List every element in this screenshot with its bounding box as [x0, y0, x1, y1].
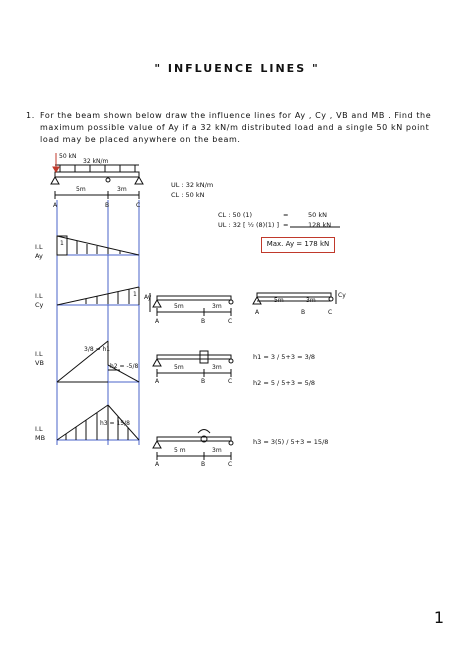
fbd-cy-b: B [301, 309, 306, 316]
fbd-cy-c: C [328, 309, 333, 316]
cl-label: CL : 50 kN [171, 191, 205, 199]
ratio-h3: h3 = 3(5) / 5+3 = 15/8 [253, 438, 329, 446]
fbd-cy-a: A [255, 309, 260, 316]
fbd-ay-c: C [228, 318, 233, 325]
fbd-vb-a: A [155, 378, 160, 385]
il-cy-peak: 1 [133, 291, 137, 298]
il-cy-label-1: I.L [35, 292, 43, 300]
fbd-ay-span5: 5m [174, 303, 184, 310]
fbd-ay-label: Ay [144, 294, 152, 301]
fbd-mb-span5: 5 m [174, 447, 186, 454]
il-mb-peak: h3 = 15/8 [100, 420, 130, 427]
cl-calc-eq: = [283, 211, 289, 219]
support-b-label: B [105, 202, 110, 209]
span-ab-label: 5m [76, 186, 86, 193]
il-vb-neg: h2 = -5/8 [110, 363, 139, 370]
problem-text: For the beam shown below draw the influence lines for Ay , Cy , VB and MB . Find the maximum possible value of Ay if a 32 kN/m distributed load and a single 50 kN point load may be placed anywhere on the beam. [40, 111, 432, 144]
il-mb-label-1: I.L [35, 425, 43, 433]
fbd-cy-label: Cy [338, 292, 346, 299]
fbd-ay-a: A [155, 318, 160, 325]
fbd-mb-span3: 3m [212, 447, 222, 454]
span-bc-label: 3m [117, 186, 127, 193]
fbd-vb-c: C [228, 378, 233, 385]
fbd-mb-a: A [155, 461, 160, 468]
ratio-h1: h1 = 3 / 5+3 = 3/8 [253, 353, 316, 361]
fbd-ay-span3: 3m [212, 303, 222, 310]
support-a-label: A [53, 202, 58, 209]
il-ay-label-1: I.L [35, 243, 43, 251]
problem-number: 1. [26, 111, 35, 120]
il-mb-label-2: MB [35, 434, 46, 442]
point-load-label: 50 kN [59, 153, 77, 160]
il-vb-label-2: VB [35, 359, 44, 367]
ul-calc: UL : 32 [ ½ (8)(1) ] [218, 221, 280, 229]
fbd-vb-b: B [201, 378, 206, 385]
main-beam [55, 172, 139, 177]
fbd-ay-b: B [201, 318, 206, 325]
il-vb-label-1: I.L [35, 350, 43, 358]
page-number: 1 [433, 608, 444, 627]
support-c-label: C [136, 202, 141, 209]
fbd-mb-b: B [201, 461, 206, 468]
ul-calc-val: 128 kN [308, 221, 332, 229]
cl-calc: CL : 50 (1) [218, 211, 253, 219]
max-ay-result: Max. Ay = 178 kN [261, 237, 335, 253]
il-ay-label-2: Ay [35, 252, 43, 260]
fbd-cy-span5: 5m [274, 297, 284, 304]
fbd-vb-span5: 5m [174, 364, 184, 371]
il-cy-label-2: Cy [35, 301, 44, 309]
ul-calc-eq: = [283, 221, 289, 229]
il-ay-peak: 1 [60, 240, 64, 247]
cl-calc-val: 50 kN [308, 211, 327, 219]
ul-label: UL : 32 kN/m [171, 181, 214, 189]
dist-load-label: 32 kN/m [83, 158, 109, 165]
fbd-mb-c: C [228, 461, 233, 468]
page-title: " INFLUENCE LINES " [154, 62, 320, 75]
il-vb-pos: 3/8 = h1 [84, 346, 111, 353]
ratio-h2: h2 = 5 / 5+3 = 5/8 [253, 379, 316, 387]
fbd-cy-span3: 3m [306, 297, 316, 304]
fbd-vb-span3: 3m [212, 364, 222, 371]
